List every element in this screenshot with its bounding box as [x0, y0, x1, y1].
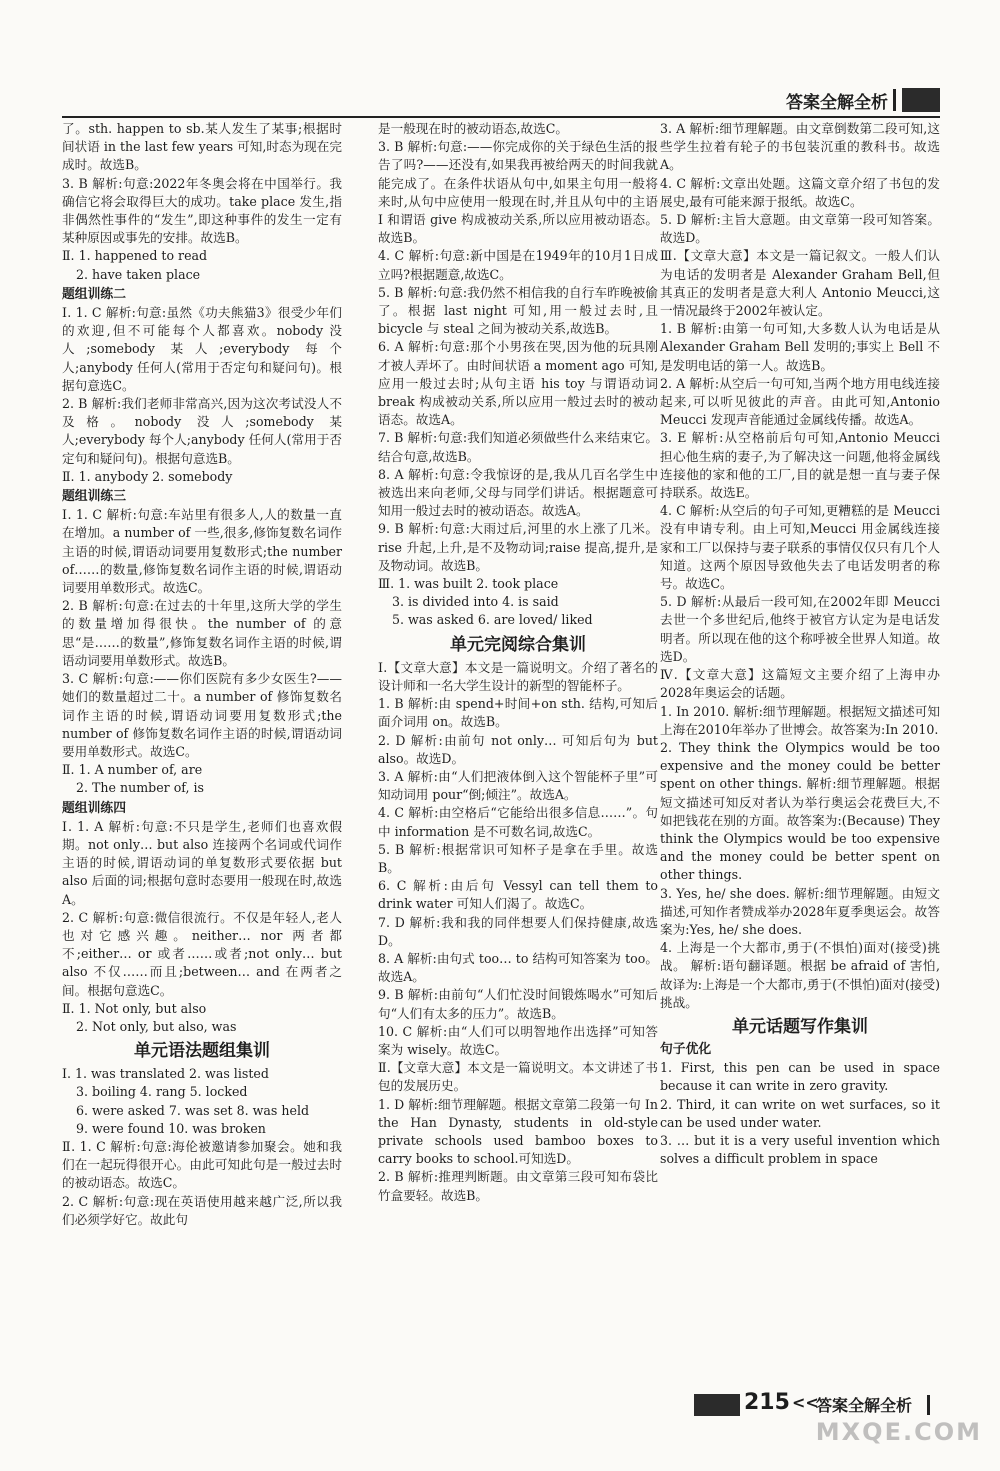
- answer-paragraph: 2. D 解析:由前句 not only… 可知后句为 but also。故选D。: [378, 732, 658, 766]
- answer-paragraph: 9. were found 10. was broken: [76, 1120, 266, 1136]
- answer-paragraph: 3. is divided into 4. is said: [392, 594, 559, 610]
- header-block: [902, 88, 940, 112]
- answer-paragraph: Ⅰ. 1. C 解析:句意:车站里有很多人,人的数量一直在增加。a number of 一些,很多,修饰复数名词作主语的时候,谓语动词要用复数形式;the number of……的数量,修饰复数名词作主语的时候,谓语动词要用单数形式。故选C。: [62, 507, 342, 596]
- section-title: 单元语法题组集训: [134, 1041, 270, 1062]
- answer-paragraph: 4. C 解析:从空后的句子可知,更糟糕的是 Meucci 没有申请专利。由上可知,Meucci 用金属线连接家和工厂以保持与妻子联系的事情仅仅只有几个人知道。这两个原因导致他失去了电话发明者的称号。故选C。: [660, 503, 940, 592]
- answer-paragraph: 5. D 解析:从最后一段可知,在2002年即 Meucci 去世一个多世纪后,他终于被官方认定为是电话发明者。所以现在他的这个称呼被全世界人知道。故选D。: [660, 594, 940, 664]
- column-right: [660, 120, 940, 1168]
- section-heading: 题组训练三: [62, 489, 126, 505]
- answer-paragraph: 2. C 解析:句意:现在英语使用越来越广泛,所以我们必须学好它。故此句: [62, 1193, 342, 1227]
- page-header: [62, 86, 940, 118]
- section-title: 单元话题写作集训: [732, 1016, 868, 1037]
- answer-paragraph: 2. B 解析:我们老师非常高兴,因为这次考试没人不及格。nobody 没人;somebody 某人;everybody 每个人;anybody 任何人(常用于否定句和疑问句)。根据句意选B。: [62, 396, 342, 466]
- answer-paragraph: 3. A 解析:细节理解题。由文章倒数第二段可知,这些学生拉着有轮子的书包装沉重的教科书。故选A。: [660, 121, 940, 173]
- answer-paragraph: 3. C 解析:句意:——你们医院有多少女医生?——她们的数量超过二十。a number of 修饰复数名词作主语的时候,谓语动词要用复数形式;the number of 修饰复数名词作主语的时候,谓语动词要用单数形式。故选C。: [62, 671, 342, 759]
- answer-paragraph: 3. B 解析:句意:2022年冬奥会将在中国举行。我确信它将会取得巨大的成功。take place 发生,指非偶然性事件的“发生”,即这种事件的发生一定有某种原因或事先的安排。故选B。: [62, 175, 342, 246]
- answer-paragraph: 4. 上海是一个大都市,勇于(不惧怕)面对(接受)挑战。 解析:语句翻译题。根据 be afraid of 害怕,故译为:上海是一个大都市,勇于(不惧怕)面对(接受)挑战。: [660, 940, 940, 1010]
- answer-paragraph: 3. Yes, he/ she does. 解析:细节理解题。由短文描述,可知作者赞成举办2028年夏季奥运会。故答案为:Yes, he/ she does.: [660, 885, 940, 937]
- answer-paragraph: 5. B 解析:根据常识可知杯子是拿在手里。故选B。: [378, 841, 658, 875]
- answer-paragraph: 3. boiling 4. rang 5. locked: [76, 1084, 248, 1100]
- answer-paragraph: 3. E 解析:从空格前后句可知,Antonio Meucci 担心他生病的妻子,为了解决这一问题,他将金属线连接他的家和他的工厂,目的就是想一直与妻子保持联系。故选E。: [660, 430, 940, 501]
- answer-paragraph: 2. have taken place: [76, 266, 201, 282]
- answer-paragraph: Ⅱ. 1. happened to read: [62, 248, 208, 264]
- footer-label: 答案全解全析: [816, 1396, 913, 1415]
- answer-paragraph: 2. Not only, but also, was: [76, 1018, 237, 1034]
- answer-paragraph: Ⅱ. 1. anybody 2. somebody: [62, 468, 233, 484]
- section-title: 单元完阅综合集训: [450, 634, 586, 655]
- answer-paragraph: 2. C 解析:句意:微信很流行。不仅是年轻人,老人也对它感兴趣。neither… nor 两者都不;either… or 或者……或者;not only… but also 不仅……而且;between… and 在两者之间。根据句意选C。: [62, 909, 342, 998]
- footer-block: [694, 1394, 740, 1416]
- answer-paragraph: Ⅲ. 1. was built 2. took place: [378, 576, 559, 592]
- answer-paragraph: 8. A 解析:句意:令我惊讶的是,我从几百名学生中被选出来向老师,父母与同学们讲话。根据题意可知用一般过去时的被动语态。故选A。: [378, 466, 658, 519]
- answer-paragraph: Ⅱ. 1. Not only, but also: [62, 1000, 207, 1016]
- answer-paragraph: 7. B 解析:句意:我们知道必须做些什么来结束它。结合句意,故选B。: [378, 430, 658, 464]
- answer-paragraph: 2. They think the Olympics would be too expensive and the money could be better spent on other things. 解析:细节理解题。根据短文描述可知反对者认为举行奥运会花费巨大,不如把钱花在别的方面。故答案为:(Because) They think the Olympics would be too expensive and the money could be better spent on other things.: [660, 739, 940, 883]
- answer-paragraph: 3. B 解析:句意:——你完成你的关于绿色生活的报告了吗?——还没有,如果我再被给两天的时间我就能完成了。在条件状语从句中,如果主句用一般将来时,从句中应使用一般现在时,并且从句中的主语 I 和谓语 give 构成被动关系,所以应用被动语态。故选B。: [378, 139, 658, 246]
- answer-paragraph: 3. A 解析:由“人们把液体倒入这个智能杯子里”可知动词用 pour“倒;倾注”。故选A。: [378, 768, 658, 803]
- answer-paragraph: 4. C 解析:句意:新中国是在1949年的10月1日成立吗?根据题意,故选C。: [378, 248, 658, 282]
- answer-paragraph: 4. C 解析:文章出处题。这篇文章介绍了书包的发展史,最有可能来源于报纸。故选C。: [660, 175, 940, 209]
- answer-paragraph: 8. A 解析:由句式 too… to 结构可知答案为 too。故选A。: [378, 950, 658, 985]
- answer-paragraph: 1. D 解析:细节理解题。根据文章第二段第一句 In the Han Dynasty, students in old-style private schools used bamboo boxes to carry books to school.可知选D。: [378, 1096, 658, 1167]
- answer-paragraph: 2. Third, it can write on wet surfaces, so it can be used under water.: [660, 1096, 940, 1130]
- answer-paragraph: 5. was asked 6. are loved/ liked: [392, 612, 593, 628]
- header-divider: [893, 89, 896, 111]
- answer-paragraph: 1. In 2010. 解析:细节理解题。根据短文描述可知上海在2010年举办了世博会。故答案为:In 2010.: [660, 703, 940, 737]
- answer-paragraph: Ⅳ.【文章大意】这篇短文主要介绍了上海申办2028年奥运会的话题。: [660, 667, 940, 701]
- section-heading: 题组训练二: [62, 286, 126, 302]
- answer-paragraph: 6. A 解析:句意:那个小男孩在哭,因为他的玩具刚才被人弄坏了。由时间状语 a moment ago 可知,应用一般过去时;从句主语 his toy 与谓语动词 break 构成被动关系,所以应用一般过去时的被动语态。故选A。: [378, 339, 658, 428]
- answer-paragraph: Ⅱ. 1. A number of, are: [62, 762, 203, 778]
- answer-paragraph: Ⅰ. 1. was translated 2. was listed: [62, 1066, 269, 1082]
- answer-paragraph: 9. B 解析:句意:大雨过后,河里的水上涨了几米。rise 升起,上升,是不及物动词;raise 提高,提升,是及物动词。故选B。: [378, 521, 658, 573]
- answer-paragraph: Ⅰ.【文章大意】本文是一篇说明文。介绍了著名的设计师和一名大学生设计的新型的智能杯子。: [378, 659, 658, 693]
- answer-paragraph: Ⅱ. 1. C 解析:句意:海伦被邀请参加聚会。她和我们在一起玩得很开心。由此可知此句是一般过去时的被动语态。故选C。: [62, 1138, 342, 1191]
- answer-paragraph: 9. B 解析:由前句“人们忙没时间锻炼喝水”可知后句“人们有太多的压力”。故选B。: [378, 987, 658, 1021]
- page-number: 215: [744, 1390, 790, 1415]
- answer-paragraph: 1. B 解析:由 spend+时间+on sth. 结构,可知后面介词用 on。故选B。: [378, 696, 658, 730]
- section-heading: 句子优化: [660, 1041, 712, 1057]
- answer-paragraph: 6. were asked 7. was set 8. was held: [76, 1102, 310, 1118]
- answer-paragraph: 1. B 解析:由第一句可知,大多数人认为电话是从 Alexander Graham Bell 发明的;事实上 Bell 不是发明电话的第一人。故选B。: [660, 321, 940, 373]
- answer-paragraph: Ⅰ. 1. A 解析:句意:不只是学生,老师们也喜欢假期。not only… but also 连接两个名词或代词作主语的时候,谓语动词的单复数形式要依据 but also 后面的词;根据句意时态要用一般现在时,故选A。: [62, 818, 342, 907]
- answer-paragraph: 4. C 解析:由空格后“它能给出很多信息……”。句中 information 是不可数名词,故选C。: [378, 805, 658, 839]
- answer-paragraph: Ⅰ. 1. C 解析:句意:虽然《功夫熊猫3》很受少年们的欢迎,但不可能每个人都喜欢。nobody 没人;somebody 某人;everybody 每个人;anybody 任何人(常用于否定句和疑问句)。根据句意选C。: [62, 305, 342, 393]
- answer-paragraph: 3. … but it is a very useful invention which solves a difficult problem in space: [660, 1132, 940, 1167]
- answer-paragraph: 2. A 解析:从空后一句可知,当两个地方用电线连接起来,可以听见彼此的声音。由此可知,Antonio Meucci 发现声音能通过金属线传播。故选A。: [660, 375, 940, 428]
- footer-bar: [927, 1395, 930, 1415]
- answer-paragraph: 5. B 解析:句意:我仍然不相信我的自行车昨晚被偷了。根据 last night 可知,用一般过去时,且 bicycle 与 steal 之间为被动关系,故选B。: [378, 284, 658, 337]
- answer-paragraph: 2. B 解析:句意:在过去的十年里,这所大学的学生的数量增加得很快。the number of 的意思“是……的数量”,修饰复数名词作主语的时候,谓语动词要用单数形式。故选B。: [62, 598, 342, 668]
- column-middle: [378, 120, 658, 1205]
- answer-paragraph: 了。sth. happen to sb.某人发生了某事;根据时间状语 in the last few years 可知,时态为现在完成时。故选B。: [62, 121, 342, 173]
- answer-paragraph: 2. B 解析:推理判断题。由文章第三段可知布袋比竹盒要轻。故选B。: [378, 1169, 658, 1203]
- answer-paragraph: 是一般现在时的被动语态,故选C。: [378, 121, 568, 136]
- answer-paragraph: Ⅱ.【文章大意】本文是一篇说明文。本文讲述了书包的发展历史。: [378, 1060, 658, 1094]
- double-chevron-icon: <<: [792, 1393, 819, 1412]
- answer-paragraph: 6. C 解析:由后句 Vessyl can tell them to drink water 可知人们渴了。故选C。: [378, 878, 658, 912]
- answer-paragraph: Ⅲ.【文章大意】本文是一篇记叙文。一般人们认为电话的发明者是 Alexander Graham Bell,但其真正的发明者是意大利人 Antonio Meucci,这一情况最终于2002年被认定。: [660, 248, 940, 319]
- column-left: [62, 120, 342, 1229]
- header-title: 答案全解全析: [786, 93, 888, 113]
- section-heading: 题组训练四: [62, 800, 126, 816]
- answer-paragraph: 7. D 解析:我和我的同伴想要人们保持健康,故选D。: [378, 914, 658, 948]
- answer-paragraph: 2. The number of, is: [76, 780, 204, 796]
- answer-paragraph: 1. First, this pen can be used in space because it can write in zero gravity.: [660, 1060, 940, 1094]
- answer-paragraph: 5. D 解析:主旨大意题。由文章第一段可知答案。故选D。: [660, 212, 940, 246]
- watermark-logo: MXQE.COM: [815, 1418, 982, 1446]
- answer-paragraph: 10. C 解析:由“人们可以明智地作出选择”可知答案为 wisely。故选C。: [378, 1023, 658, 1057]
